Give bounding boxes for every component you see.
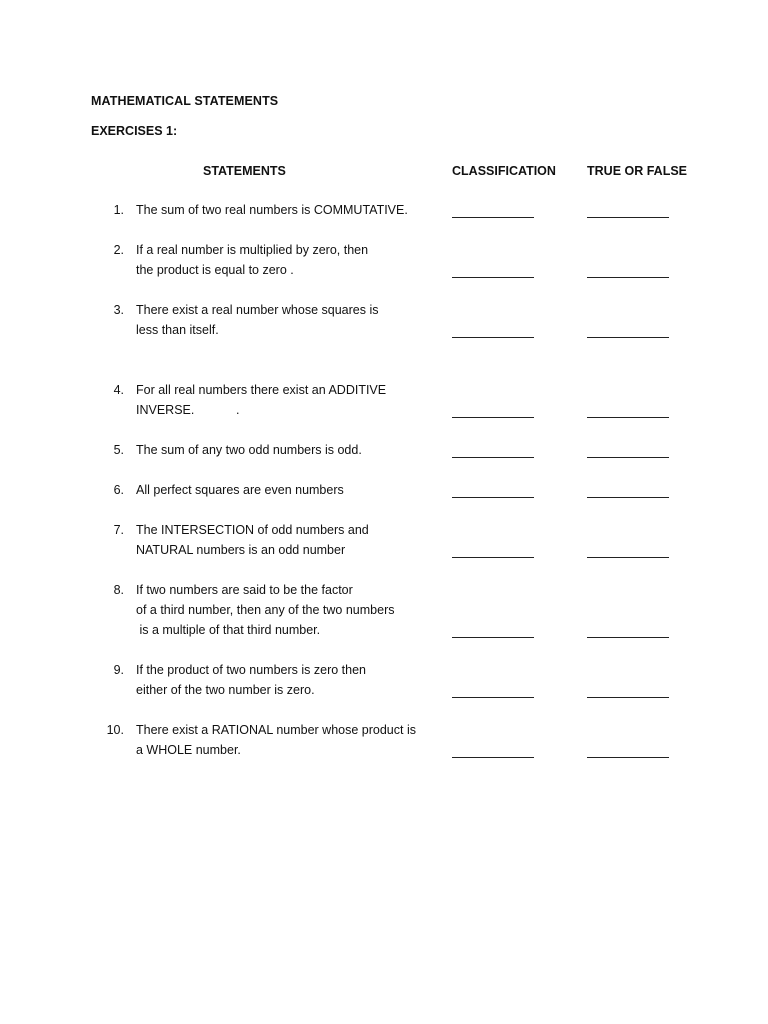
statement-text: The sum of two real numbers is COMMUTATIVE. <box>136 203 408 217</box>
classification-answer-blank[interactable] <box>452 757 534 758</box>
classification-answer-blank[interactable] <box>452 337 534 338</box>
statement-text: of a third number, then any of the two numbers <box>136 603 395 617</box>
statement-text: the product is equal to zero . <box>136 263 294 277</box>
statement-text: either of the two number is zero. <box>136 683 315 697</box>
item-number: 3. <box>113 303 124 317</box>
item-number: 5. <box>113 443 124 457</box>
statement-text: There exist a real number whose squares is <box>136 303 379 317</box>
statement-text: All perfect squares are even numbers <box>136 483 344 497</box>
statement-text: There exist a RATIONAL number whose product is <box>136 723 416 737</box>
document-title: MATHEMATICAL STATEMENTS <box>91 94 279 108</box>
statement-text: If a real number is multiplied by zero, then <box>136 243 369 257</box>
classification-answer-blank[interactable] <box>452 497 534 498</box>
true-false-answer-blank[interactable] <box>587 337 669 338</box>
true-false-answer-blank[interactable] <box>587 557 669 558</box>
true-false-answer-blank[interactable] <box>587 417 669 418</box>
statement-text: INVERSE. . <box>136 403 240 417</box>
true-false-answer-blank[interactable] <box>587 497 669 498</box>
true-false-answer-blank[interactable] <box>587 277 669 278</box>
statement-text: a WHOLE number. <box>136 743 241 757</box>
statement-text: less than itself. <box>136 323 219 337</box>
true-false-answer-blank[interactable] <box>587 697 669 698</box>
statement-text: If the product of two numbers is zero then <box>136 663 366 677</box>
true-false-answer-blank[interactable] <box>587 757 669 758</box>
true-false-answer-blank[interactable] <box>587 217 669 218</box>
classification-answer-blank[interactable] <box>452 277 534 278</box>
item-number: 6. <box>113 483 124 497</box>
classification-answer-blank[interactable] <box>452 457 534 458</box>
true-false-answer-blank[interactable] <box>587 637 669 638</box>
item-number: 10. <box>106 723 124 737</box>
statement-text: For all real numbers there exist an ADDITIVE <box>136 383 387 397</box>
item-number: 7. <box>113 523 124 537</box>
item-number: 8. <box>113 583 124 597</box>
item-number: 2. <box>113 243 124 257</box>
classification-answer-blank[interactable] <box>452 417 534 418</box>
classification-answer-blank[interactable] <box>452 557 534 558</box>
classification-answer-blank[interactable] <box>452 637 534 638</box>
column-header-classification: CLASSIFICATION <box>452 164 556 178</box>
exercise-label: EXERCISES 1: <box>91 124 178 138</box>
item-number: 1. <box>113 203 124 217</box>
item-number: 9. <box>113 663 124 677</box>
statement-text: If two numbers are said to be the factor <box>136 583 353 597</box>
classification-answer-blank[interactable] <box>452 217 534 218</box>
statement-text: The sum of any two odd numbers is odd. <box>136 443 362 457</box>
true-false-answer-blank[interactable] <box>587 457 669 458</box>
column-header-true-or-false: TRUE OR FALSE <box>587 164 688 178</box>
item-number: 4. <box>113 383 124 397</box>
column-header-statements: STATEMENTS <box>203 164 286 178</box>
statement-text: is a multiple of that third number. <box>136 623 321 637</box>
statement-text: NATURAL numbers is an odd number <box>136 543 346 557</box>
classification-answer-blank[interactable] <box>452 697 534 698</box>
statement-text: The INTERSECTION of odd numbers and <box>136 523 369 537</box>
